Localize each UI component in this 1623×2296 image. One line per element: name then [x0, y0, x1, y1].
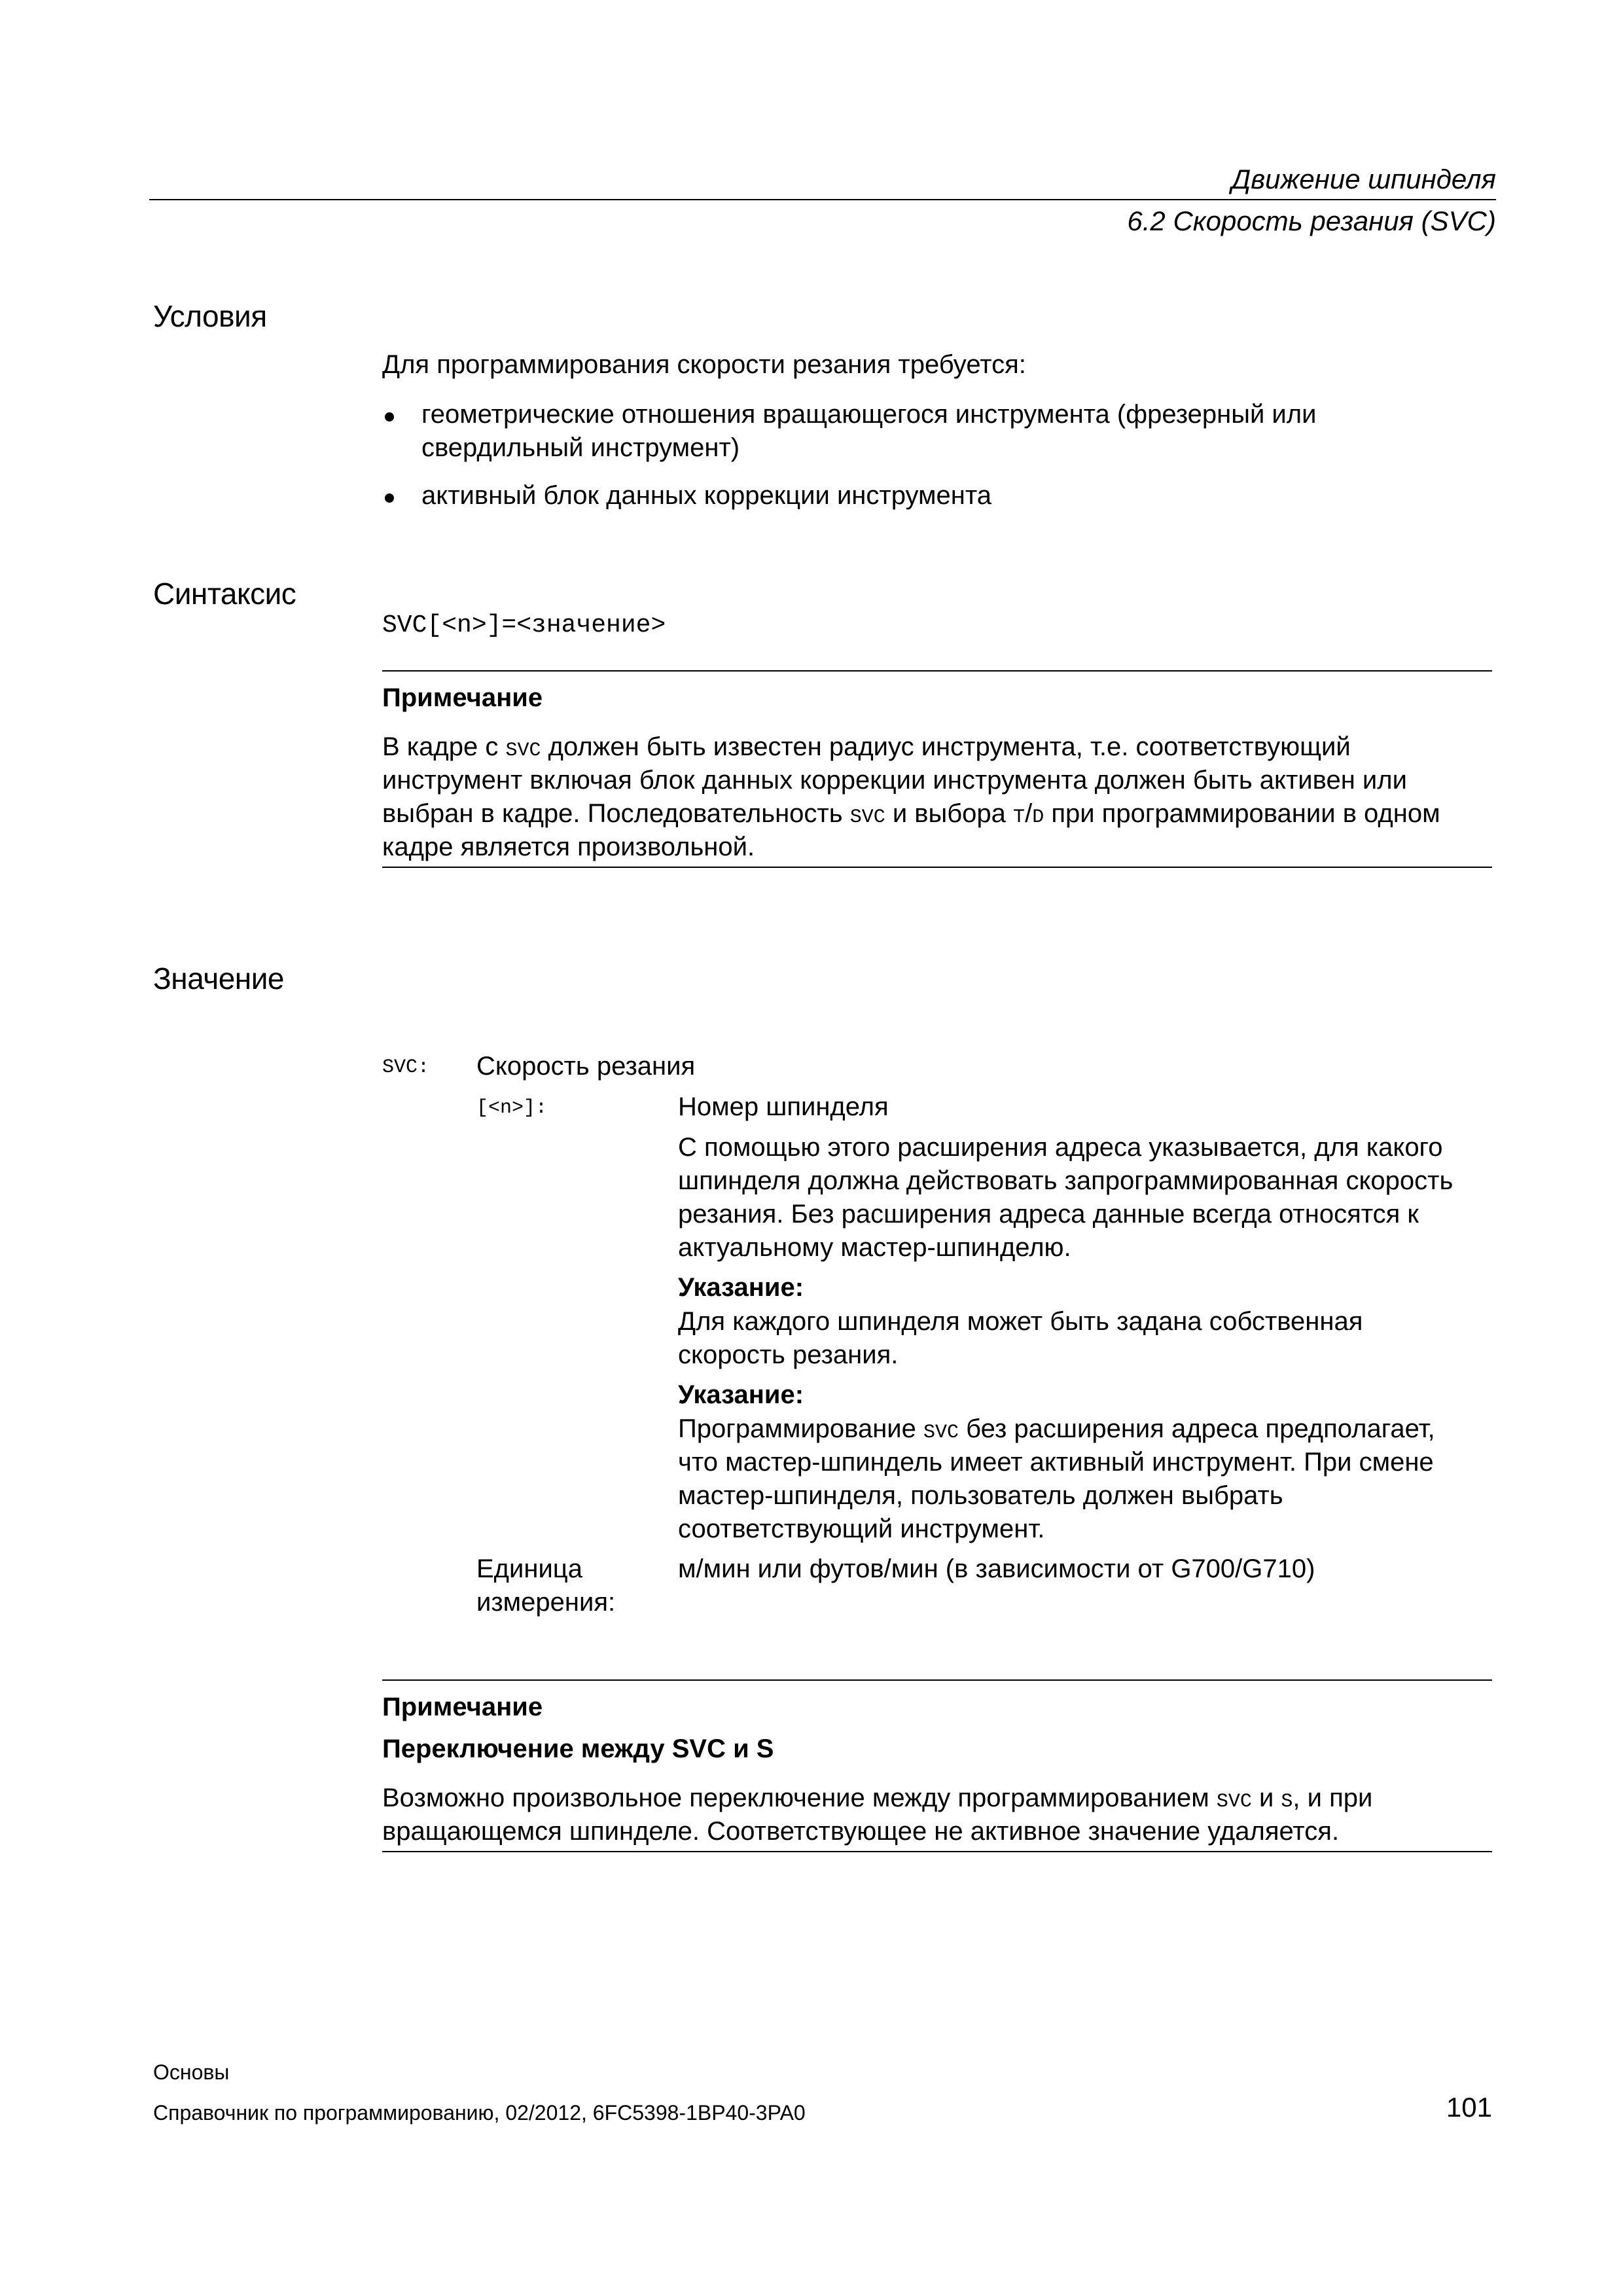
note-title: Примечание	[382, 683, 543, 712]
footer-document-info: Справочник по программированию, 02/2012, 6FC5398-1BP40-3PA0	[153, 2101, 806, 2125]
param-svc-desc: Скорость резания	[476, 1052, 696, 1081]
note-2-rule-top	[382, 1679, 1492, 1681]
unit-label-line-1: Единица	[476, 1554, 582, 1583]
param-n-desc-line-3: резания. Без расширения адреса данные всегда относятся к	[678, 1200, 1419, 1229]
note-2-rule-bottom	[382, 1851, 1492, 1852]
syntax-code: SVC[<n>]=<значение>	[382, 611, 666, 639]
param-n-desc-line-1: С помощью этого расширения адреса указывается, для какого	[678, 1133, 1443, 1162]
footer-title: Основы	[153, 2060, 230, 2084]
hint-2-line-4: соответствующий инструмент.	[678, 1515, 1045, 1543]
note-text-line-4: кадре является произвольной.	[382, 833, 755, 861]
param-n-desc-line-2: шпинделя должна действовать запрограммированная скорость	[678, 1166, 1454, 1195]
note-2-text-line-2: вращающемся шпинделе. Соответствующее не активное значение удаляется.	[382, 1817, 1340, 1846]
hint-2-line-1: Программирование SVC без расширения адреса предполагает,	[678, 1414, 1435, 1444]
hint-1-title: Указание:	[678, 1273, 804, 1302]
note-rule-bottom	[382, 867, 1492, 868]
running-header-section: 6.2 Скорость резания (SVC)	[1127, 206, 1496, 236]
meaning-heading: Значение	[153, 961, 284, 996]
param-n-desc-line-4: актуальному мастер-шпинделю.	[678, 1233, 1071, 1262]
hint-2-line-3: мастер-шпинделя, пользователь должен выбрать	[678, 1481, 1283, 1510]
conditions-heading: Условия	[153, 299, 267, 333]
note-2-title: Примечание	[382, 1693, 543, 1721]
page-number: 101	[1446, 2092, 1492, 2123]
conditions-bullet-2: активный блок данных коррекции инструмента	[421, 481, 991, 510]
header-rule	[149, 199, 1496, 200]
hint-1-line-1: Для каждого шпинделя может быть задана собственная	[678, 1307, 1363, 1336]
hint-1-line-2: скорость резания.	[678, 1340, 899, 1369]
note-text-line-3: выбран в кадре. Последовательность SVC и выбора T/D при программировании в одном	[382, 799, 1440, 829]
hint-2-line-2: что мастер-шпиндель имеет активный инструмент. При смене	[678, 1448, 1434, 1477]
param-n-label: [<n>]:	[476, 1097, 548, 1119]
note-text-line-2: инструмент включая блок данных коррекции инструмента должен быть активен или	[382, 766, 1407, 795]
hint-2-title: Указание:	[678, 1380, 804, 1409]
note-2-subtitle: Переключение между SVC и S	[382, 1734, 774, 1763]
syntax-heading: Синтаксис	[153, 577, 296, 611]
conditions-bullet-1-line-1: геометрические отношения вращающегося инструмента (фрезерный или	[421, 400, 1317, 429]
note-rule-top	[382, 670, 1492, 672]
running-header-chapter: Движение шпинделя	[1231, 164, 1496, 194]
note-text-line-1: В кадре с SVC должен быть известен радиус инструмента, т.е. соответствующий	[382, 732, 1351, 762]
param-svc-label: SVC:	[382, 1056, 430, 1079]
unit-value: м/мин или футов/мин (в зависимости от G700/G710)	[678, 1554, 1315, 1583]
bullet-dot	[385, 493, 394, 503]
unit-label-line-2: измерения:	[476, 1588, 616, 1617]
bullet-dot	[385, 412, 394, 422]
param-n-title: Номер шпинделя	[678, 1092, 889, 1121]
conditions-intro: Для программирования скорости резания требуется:	[382, 350, 1026, 379]
conditions-bullet-1-line-2: свердильный инструмент)	[421, 433, 740, 462]
note-2-text-line-1: Возможно произвольное переключение между программированием SVC и S, и при	[382, 1784, 1373, 1813]
